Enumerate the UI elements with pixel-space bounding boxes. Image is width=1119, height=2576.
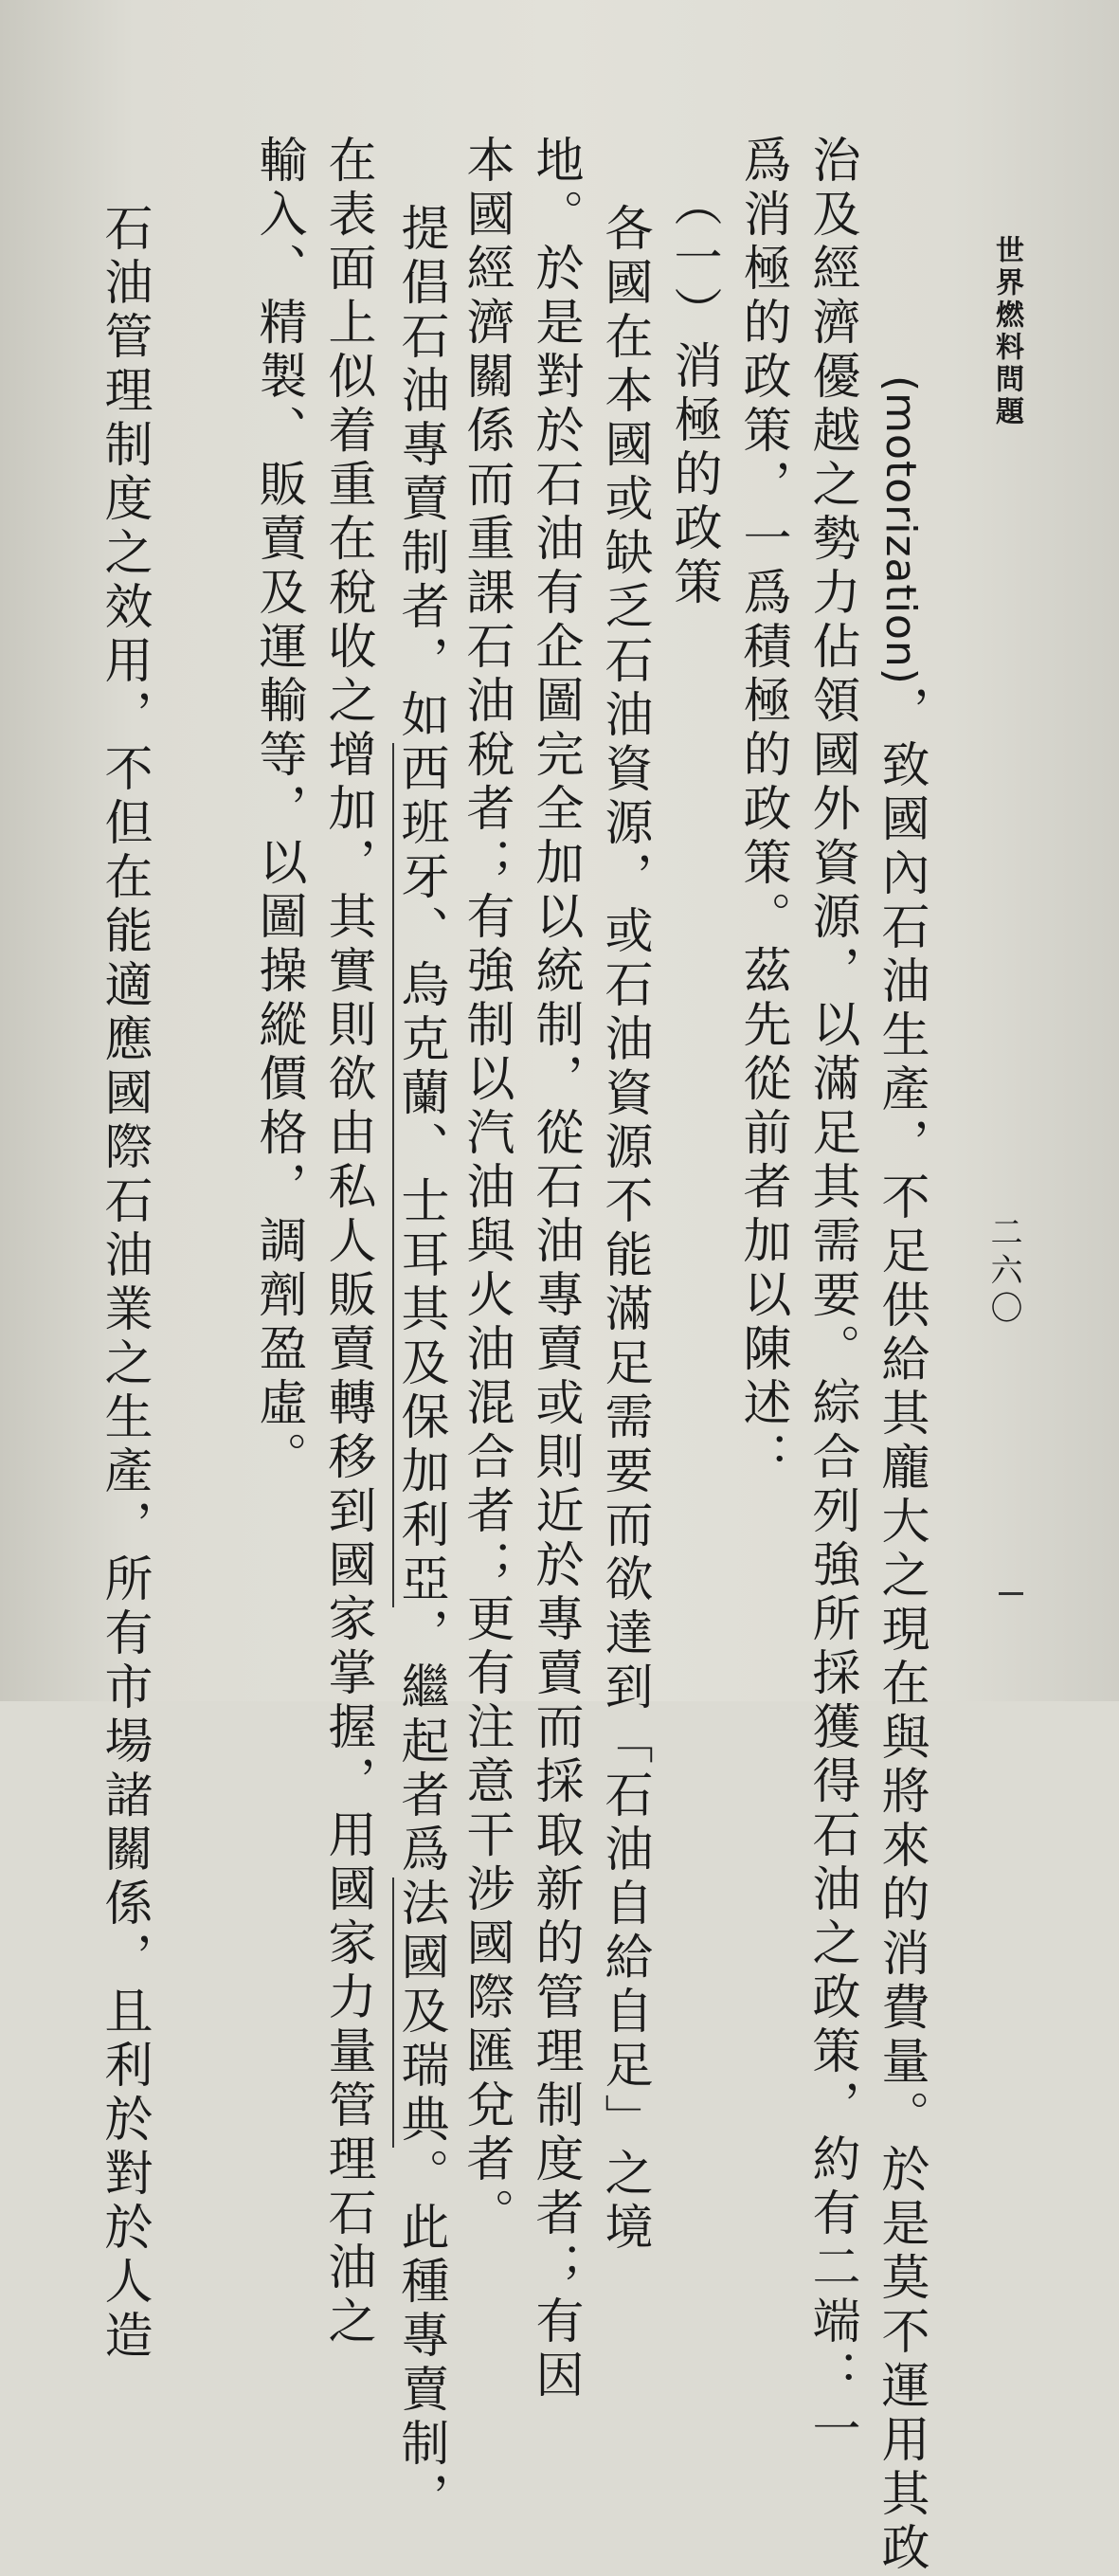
text-column-9: 在表面上似着重在稅收之增加，其實則欲由私人販賣轉移到國家掌握，用國家力量管理石油之 <box>319 135 375 2349</box>
text-column-10: 輸入、精製、販賣及運輸等，以圖操縱價格，調劑盈虛。 <box>250 135 306 1485</box>
text-column-11: 石油管理制度之效用，不但在能適應國際石油業之生產，所有市場諸關係，且利於對於人造 <box>96 203 152 2364</box>
latin-term: (motorization) <box>876 375 925 685</box>
text-column-8 <box>392 203 448 2526</box>
text-column-1 <box>873 375 929 2576</box>
text-column-7: 本國經濟關係而重課石油稅者；有強制以汽油與火油混合者；更有注意干涉國際匯兌者。 <box>458 135 514 2241</box>
section-heading: （一）消極的政策 <box>665 178 721 610</box>
text-column-8-e: 。此種專賣制， <box>392 2148 448 2526</box>
text-column-8-c: ，繼起者爲 <box>392 1607 448 1878</box>
text-column-2: 治及經濟優越之勢力佔領國外資源，以滿足其需要。綜合列強所採獲得石油之政策，約有二端：一 <box>803 135 859 2458</box>
text-column-6: 地。於是對於石油有企圖完全加以統制，從石油專賣或則近於專賣而採取新的管理制度者；有因 <box>527 135 583 2404</box>
page-edge-mark <box>999 1592 1023 1595</box>
proper-noun-france-sweden: 法國及瑞典 <box>392 1878 448 2148</box>
text-column-3: 爲消極的政策，一爲積極的政策。茲先從前者加以陳述： <box>734 135 790 1485</box>
proper-noun-countries: 西班牙、烏克蘭、士耳其及保加利亞 <box>392 743 448 1607</box>
running-title: 世界燃料問題 <box>990 235 1023 428</box>
text-column-5: 各國在本國或缺乏石油資源，或石油資源不能滿足需要而欲達到「石油自給自足」之境 <box>596 203 652 2256</box>
text-column-8-a: 提倡石油專賣制者，如 <box>392 203 448 743</box>
text-column-1-rest: ，致國內石油生產，不足供給其龐大之現在與將來的消費量。於是莫不運用其政 <box>873 684 929 2576</box>
page-number: 二六〇 <box>984 1215 1022 1329</box>
